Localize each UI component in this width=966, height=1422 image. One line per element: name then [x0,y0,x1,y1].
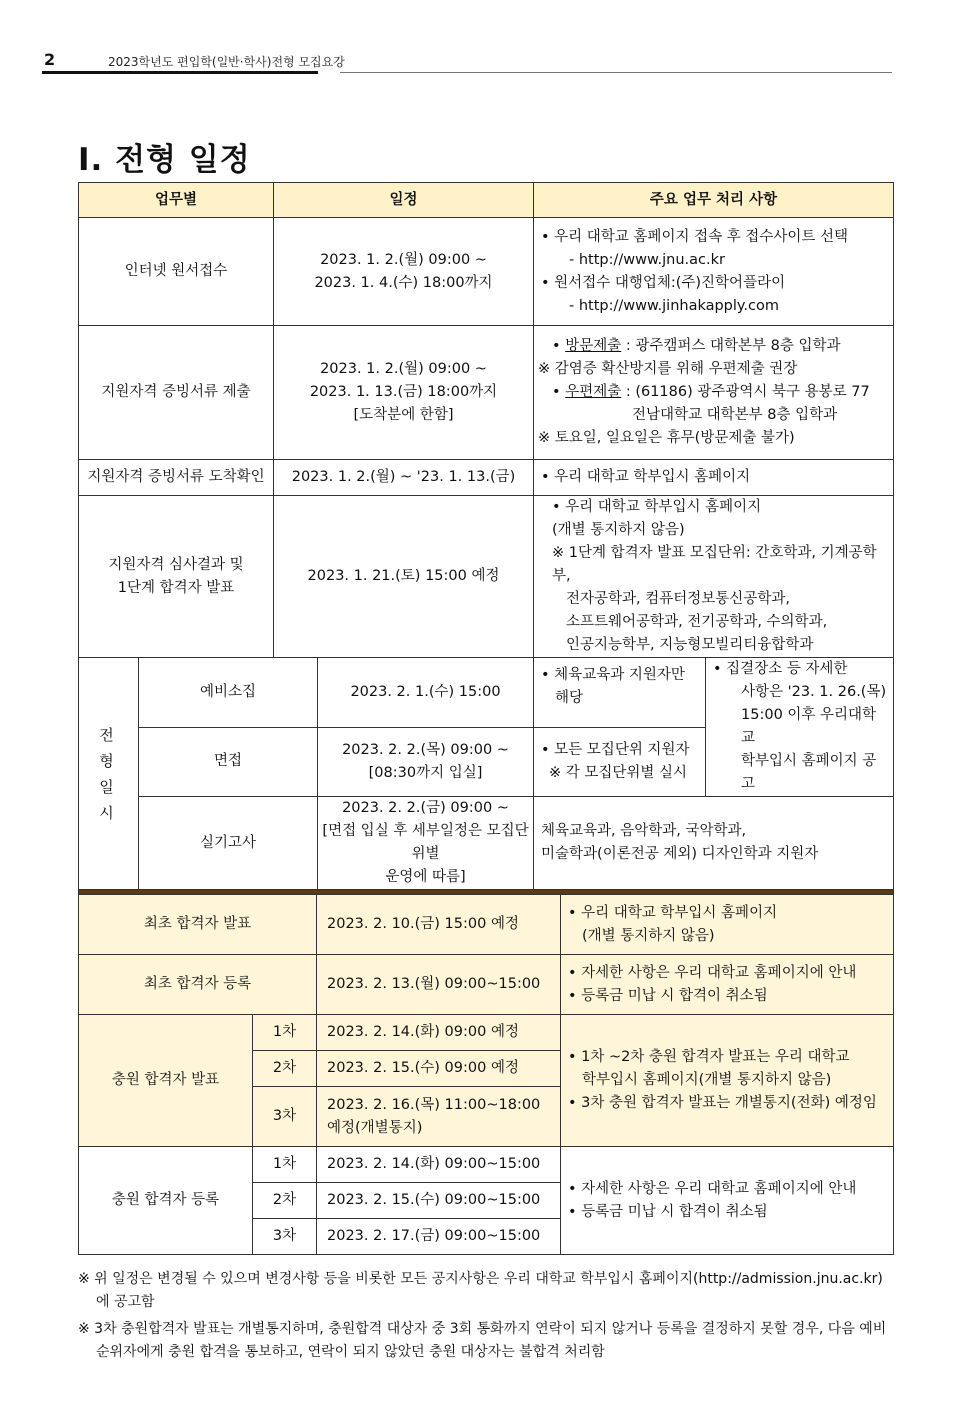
date-line: [도착분에 한함] [353,407,454,423]
details-cell [534,326,894,460]
date-cell [274,326,534,460]
table-row [79,895,894,955]
task-cell: 충원 합격자 등록 [79,1147,253,1255]
details-cell [534,727,706,797]
date-cell [274,218,534,326]
detail-line: • 모든 모집단위 지원자 [541,741,690,758]
header-task: 업무별 [79,183,274,218]
detail-line: 학부입시 홈페이지 공고 [741,753,877,792]
detail-line: • 등록금 미납 시 합격이 취소됨 [568,987,768,1004]
table-header-row [79,183,894,218]
detail-line: • 방문제출 : 광주캠퍼스 대학본부 8층 입학과 [552,338,841,354]
date-line: 2023. 2. 2.(목) 09:00 ~ [342,741,509,758]
task-cell: 예비소집 [139,658,318,728]
detail-line: • 집결장소 등 자세한 [713,661,848,677]
date-cell: 2023. 2. 1.(수) 15:00 [318,658,534,728]
table-row [79,218,894,326]
detail-line: 소프트웨어공학과, 전기공학과, 수의학과, [566,614,828,630]
detail-line: • 3차 충원 합격자 발표는 개별통지(전화) 예정임 [568,1095,877,1111]
round-cell: 1차 [253,1147,317,1183]
date-cell: 2023. 2. 14.(화) 09:00 예정 [317,1015,561,1051]
task-line: 지원자격 심사결과 및 [108,556,244,573]
footnote: ※ 3차 충원합격자 발표는 개별통지하며, 충원합격 대상자 중 3회 통화까지 연락이 되지 않거나 등록을 결정하지 못할 경우, 다음 예비순위자에게 충원 합격을 통보하고, 연락이 되지 않았던 충원 대상자는 불합격 처리함 [78,1321,887,1360]
detail-line: 전남대학교 대학본부 8층 입학과 [632,407,838,423]
detail-line: • 우편제출 : (61186) 광주광역시 북구 용봉로 77 [552,384,870,400]
task-line: 1단계 합격자 발표 [117,579,235,596]
task-cell: 지원자격 증빙서류 도착확인 [79,460,274,496]
task-cell: 최초 합격자 발표 [79,895,317,955]
table-row [79,326,894,460]
detail-line: • 원서접수 대행업체:(주)진학어플라이 [541,274,786,291]
detail-link: - http://www.jinhakapply.com [569,297,780,314]
header-rule [340,72,892,73]
details-cell [561,895,894,955]
header-date: 일정 [274,183,534,218]
section-title: Ⅰ. 전형 일정 [78,142,251,178]
date-cell: 2023. 2. 13.(월) 09:00~15:00 [317,955,561,1015]
date-cell: 2023. 2. 15.(수) 09:00 예정 [317,1051,561,1087]
date-line: 2023. 1. 2.(월) 09:00 ~ [320,361,487,377]
date-line: 2023. 1. 4.(수) 18:00까지 [314,274,493,291]
round-cell: 3차 [253,1087,317,1147]
date-cell: 2023. 1. 21.(토) 15:00 예정 [274,496,534,658]
detail-line: • 우리 대학교 학부입시 홈페이지 [568,904,778,921]
table-row [79,1147,894,1183]
task-cell: 인터넷 원서접수 [79,218,274,326]
footnotes [78,1268,896,1368]
header-bar [42,71,318,74]
details-cell [534,218,894,326]
detail-line: 학부입시 홈페이지(개별 통지하지 않음) [582,1072,832,1088]
date-cell [318,727,534,797]
header-details: 주요 업무 처리 사항 [534,183,894,218]
detail-line: • 우리 대학교 홈페이지 접속 후 접수사이트 선택 [541,228,848,245]
table-row [79,1015,894,1051]
details-cell [534,496,894,658]
detail-line: (개별 통지하지 않음) [582,927,715,944]
details-cell: • 우리 대학교 학부입시 홈페이지 [534,460,894,496]
round-cell: 2차 [253,1183,317,1219]
detail-line: 미술학과(이론전공 제외) 디자인학과 지원자 [541,846,819,862]
date-cell: 2023. 1. 2.(월) ~ '23. 1. 13.(금) [274,460,534,496]
detail-line: • 자세한 사항은 우리 대학교 홈페이지에 안내 [568,964,857,981]
date-line: 예정(개별통지) [327,1119,423,1136]
date-line: 2023. 1. 13.(금) 18:00까지 [309,384,498,400]
mail-text: : (61186) 광주광역시 북구 용봉로 77 [621,384,870,400]
detail-link: - http://www.jnu.ac.kr [569,251,725,268]
date-cell: 2023. 2. 14.(화) 09:00~15:00 [317,1147,561,1183]
detail-note: ※ 토요일, 일요일은 휴무(방문제출 불가) [538,430,795,446]
date-cell [317,1087,561,1147]
detail-line: 체육교육과, 음악학과, 국악학과, [541,823,747,839]
detail-line: 인공지능학부, 지능형모빌리티융합학과 [566,637,814,653]
visit-text: : 광주캠퍼스 대학본부 8층 입학과 [621,338,841,354]
detail-note: ※ 감염증 확산방지를 위해 우편제출 권장 [538,361,798,377]
details-cell [534,658,706,728]
details-cell [561,955,894,1015]
table-row [79,460,894,496]
date-line: 운영에 따름] [385,869,466,885]
mail-label: 우편제출 [565,384,622,400]
detail-line: • 1차 ~2차 충원 합격자 발표는 우리 대학교 [568,1049,850,1065]
date-cell: 2023. 2. 15.(수) 09:00~15:00 [317,1183,561,1219]
task-cell: 지원자격 증빙서류 제출 [79,326,274,460]
detail-line: 15:00 이후 우리대학교 [741,707,877,746]
detail-line: • 등록금 미납 시 합격이 취소됨 [568,1203,768,1220]
detail-line: • 자세한 사항은 우리 대학교 홈페이지에 안내 [568,1180,857,1197]
detail-line: • 체육교육과 지원자만 [541,667,685,683]
date-line: 2023. 2. 16.(목) 11:00~18:00 [327,1096,541,1113]
announcement-table [78,894,894,1255]
task-cell: 충원 합격자 발표 [79,1015,253,1147]
round-cell: 2차 [253,1051,317,1087]
detail-line: • 우리 대학교 학부입시 홈페이지 [552,499,762,515]
details-cell [561,1015,894,1147]
visit-label: 방문제출 [565,338,622,354]
round-cell: 1차 [253,1015,317,1051]
detail-line: 전자공학과, 컴퓨터정보통신공학과, [566,591,790,607]
detail-line: 해당 [555,690,584,706]
page-number: 2 [44,50,56,69]
details-cell [561,1147,894,1255]
task-cell: 면접 [139,727,318,797]
date-cell: 2023. 2. 17.(금) 09:00~15:00 [317,1219,561,1255]
table-row [79,658,894,728]
exam-group-label: 전 형 일 시 [79,658,139,890]
task-cell: 실기고사 [139,797,318,890]
date-line: 2023. 1. 2.(월) 09:00 ~ [320,251,487,268]
table-row [79,955,894,1015]
detail-line: 사항은 '23. 1. 26.(목) [741,684,887,700]
exam-side-note [706,658,894,797]
detail-note: ※ 각 모집단위별 실시 [549,764,688,781]
date-line: 2023. 2. 2.(금) 09:00 ~ [342,800,509,816]
footnote: ※ 위 일정은 변경될 수 있으며 변경사항 등을 비롯한 모든 공지사항은 우리 대학교 학부입시 홈페이지(http://admission.jnu.ac.kr)에 공고함 [78,1271,883,1310]
table-row [79,496,894,658]
table-row [79,797,894,890]
date-line: [08:30까지 입실] [368,764,483,781]
detail-line: (개별 통지하지 않음) [552,522,685,538]
round-cell: 3차 [253,1219,317,1255]
details-cell [534,797,894,890]
date-cell: 2023. 2. 10.(금) 15:00 예정 [317,895,561,955]
task-cell [79,496,274,658]
task-cell: 최초 합격자 등록 [79,955,317,1015]
date-line: [면접 입실 후 세부일정은 모집단위별 [322,823,529,862]
schedule-table [78,182,894,926]
detail-note: ※ 1단계 합격자 발표 모집단위: 간호학과, 기계공학부, [552,545,877,584]
date-cell [318,797,534,890]
document-title: 2023학년도 편입학(일반·학사)전형 모집요강 [108,55,345,69]
